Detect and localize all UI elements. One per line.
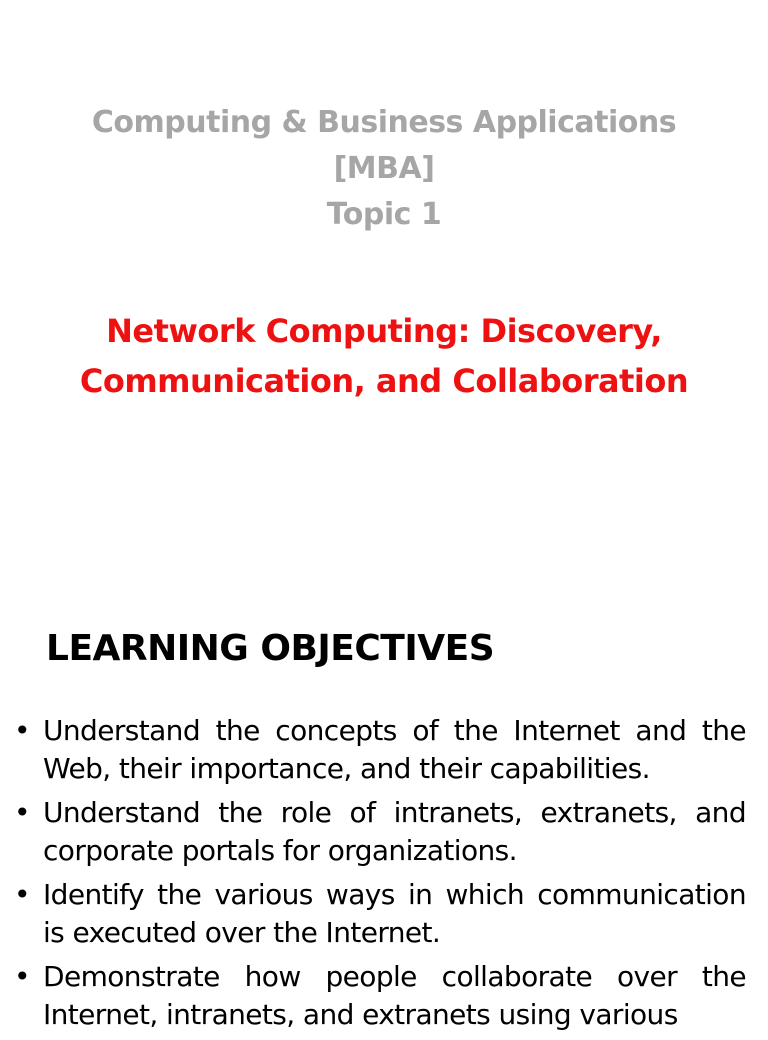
bullet-icon: •: [14, 960, 30, 993]
objective-text: Understand the role of intranets, extranets, and corporate portals for organizations.: [43, 796, 746, 867]
topic-title-line-1: Network Computing: Discovery,: [106, 312, 662, 350]
objectives-list: [12, 712, 746, 1040]
objective-text: Understand the concepts of the Internet and the Web, their importance, and their capabilities.: [43, 714, 746, 785]
objective-text: Demonstrate how people collaborate over the Internet, intranets, and extranets using various: [43, 960, 746, 1031]
bullet-icon: •: [14, 714, 30, 747]
bullet-icon: •: [14, 796, 30, 829]
course-info: [0, 100, 768, 238]
bullet-icon: •: [14, 878, 30, 911]
objectives-slide: [0, 600, 768, 1031]
topic-title: [0, 306, 768, 406]
objective-item-1: [12, 712, 746, 788]
topic-number: Topic 1: [326, 197, 442, 232]
topic-title-line-2: Communication, and Collaboration: [79, 362, 689, 400]
objective-item-2: [12, 794, 746, 870]
course-name: Computing & Business Applications: [91, 105, 677, 140]
objective-text: Identify the various ways in which communication is executed over the Internet.: [43, 878, 746, 949]
objective-item-3: [12, 876, 746, 952]
program-label: [MBA]: [333, 151, 435, 186]
objectives-heading: LEARNING OBJECTIVES: [46, 628, 495, 669]
objective-item-4: [12, 958, 746, 1034]
